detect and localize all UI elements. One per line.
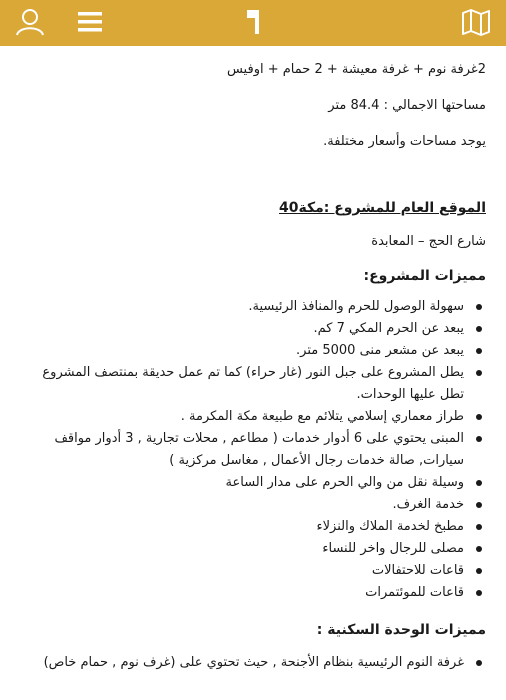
- feature-item: قاعات للموئتمرات: [18, 582, 486, 604]
- profile-icon[interactable]: [12, 4, 48, 40]
- feature-item: يبعد عن الحرم المكي 7 كم.: [18, 318, 486, 340]
- location-address: شارع الحج – المعابدة: [371, 234, 486, 249]
- area-line: مساحتها الاجمالي : 84.4 متر: [328, 98, 486, 113]
- location-heading: الموقع العام للمشروع :مكة40: [278, 200, 486, 216]
- feature-item: قاعات للاحتفالات: [18, 560, 486, 582]
- feature-item: يبعد عن مشعر منى 5000 متر.: [18, 340, 486, 362]
- feature-item: المبنى يحتوي على 6 أدوار خدمات ( مطاعم , محلات تجارية , 3 أدوار مواقف سيارات, صالة خدمات رجال الأعمال , مغاسل مركزية ): [18, 428, 486, 472]
- feature-item: وسيلة نقل من والي الحرم على مدار الساعة: [18, 472, 486, 494]
- feature-item: يطل المشروع على جبل النور (غار حراء) كما تم عمل حديقة بمنتصف المشروع تطل عليها الوحدات.: [18, 362, 486, 406]
- logo-icon[interactable]: [235, 4, 271, 40]
- unit-features-heading: مميزات الوحدة السكنية :: [316, 622, 486, 638]
- prices-line: يوجد مساحات وأسعار مختلفة.: [323, 134, 486, 149]
- feature-item: سهولة الوصول للحرم والمنافذ الرئيسية.: [18, 296, 486, 318]
- unit-feature-item: غرفة النوم الرئيسية بنظام الأجنحة , حيث تحتوي على (غرف نوم , حمام خاص): [18, 652, 486, 674]
- top-bar: [0, 0, 506, 46]
- features-heading: مميزات المشروع:: [363, 268, 486, 284]
- feature-item: مصلى للرجال واخر للنساء: [18, 538, 486, 560]
- layout-line: 2غرفة نوم + غرفة معيشة + 2 حمام + اوفيس: [226, 62, 486, 77]
- feature-item: مطبخ لخدمة الملاك والنزلاء: [18, 516, 486, 538]
- menu-icon[interactable]: [72, 4, 108, 40]
- map-icon[interactable]: [458, 4, 494, 40]
- feature-item: طراز معماري إسلامي يتلائم مع طبيعة مكة المكرمة .: [18, 406, 486, 428]
- listing-content: [18, 46, 486, 700]
- feature-item: خدمة الغرف.: [18, 494, 486, 516]
